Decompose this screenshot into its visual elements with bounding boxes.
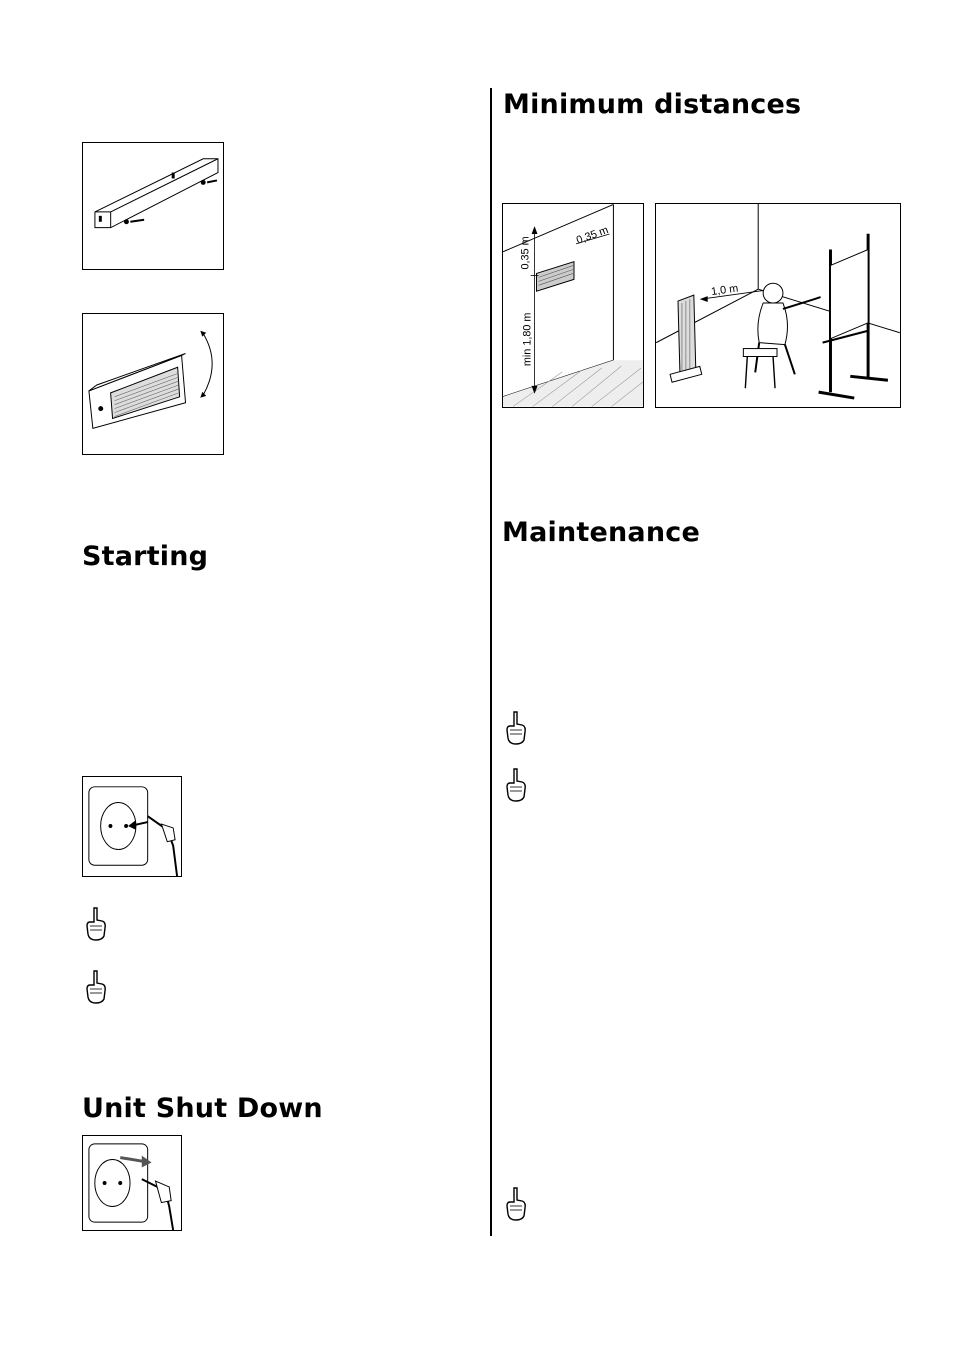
pointing-hand-icon — [504, 1186, 528, 1222]
plug-remove-drawing — [83, 1136, 181, 1230]
person-distance-figure — [655, 203, 901, 408]
heater-tilt-drawing — [83, 314, 223, 454]
wall-mount-clearance-drawing — [503, 204, 643, 407]
pointing-hand-icon — [504, 710, 528, 746]
starting-heading: Starting — [82, 541, 209, 572]
pointing-hand-icon — [84, 906, 108, 942]
top-clearance-label: 0,35 m — [519, 236, 532, 270]
pointing-hand-icon — [504, 767, 528, 803]
person-distance-label: 1,0 m — [710, 282, 740, 299]
heater-tilt-figure — [82, 313, 224, 455]
unit-shut-down-heading: Unit Shut Down — [82, 1093, 323, 1124]
maintenance-heading: Maintenance — [502, 517, 700, 548]
column-divider — [490, 88, 492, 1236]
plug-remove-figure — [82, 1135, 182, 1231]
side-clearance-label: 0,35 m — [574, 224, 611, 247]
plug-insert-figure — [82, 776, 182, 877]
wall-mount-clearance-figure — [502, 203, 644, 408]
minimum-distances-heading: Minimum distances — [503, 89, 802, 120]
bracket-mounting-drawing — [83, 143, 223, 269]
pointing-hand-icon — [84, 969, 108, 1005]
min-height-label: min 1,80 m — [521, 312, 534, 367]
bracket-mounting-figure — [82, 142, 224, 270]
person-distance-drawing — [656, 204, 900, 407]
plug-insert-drawing — [83, 777, 181, 876]
